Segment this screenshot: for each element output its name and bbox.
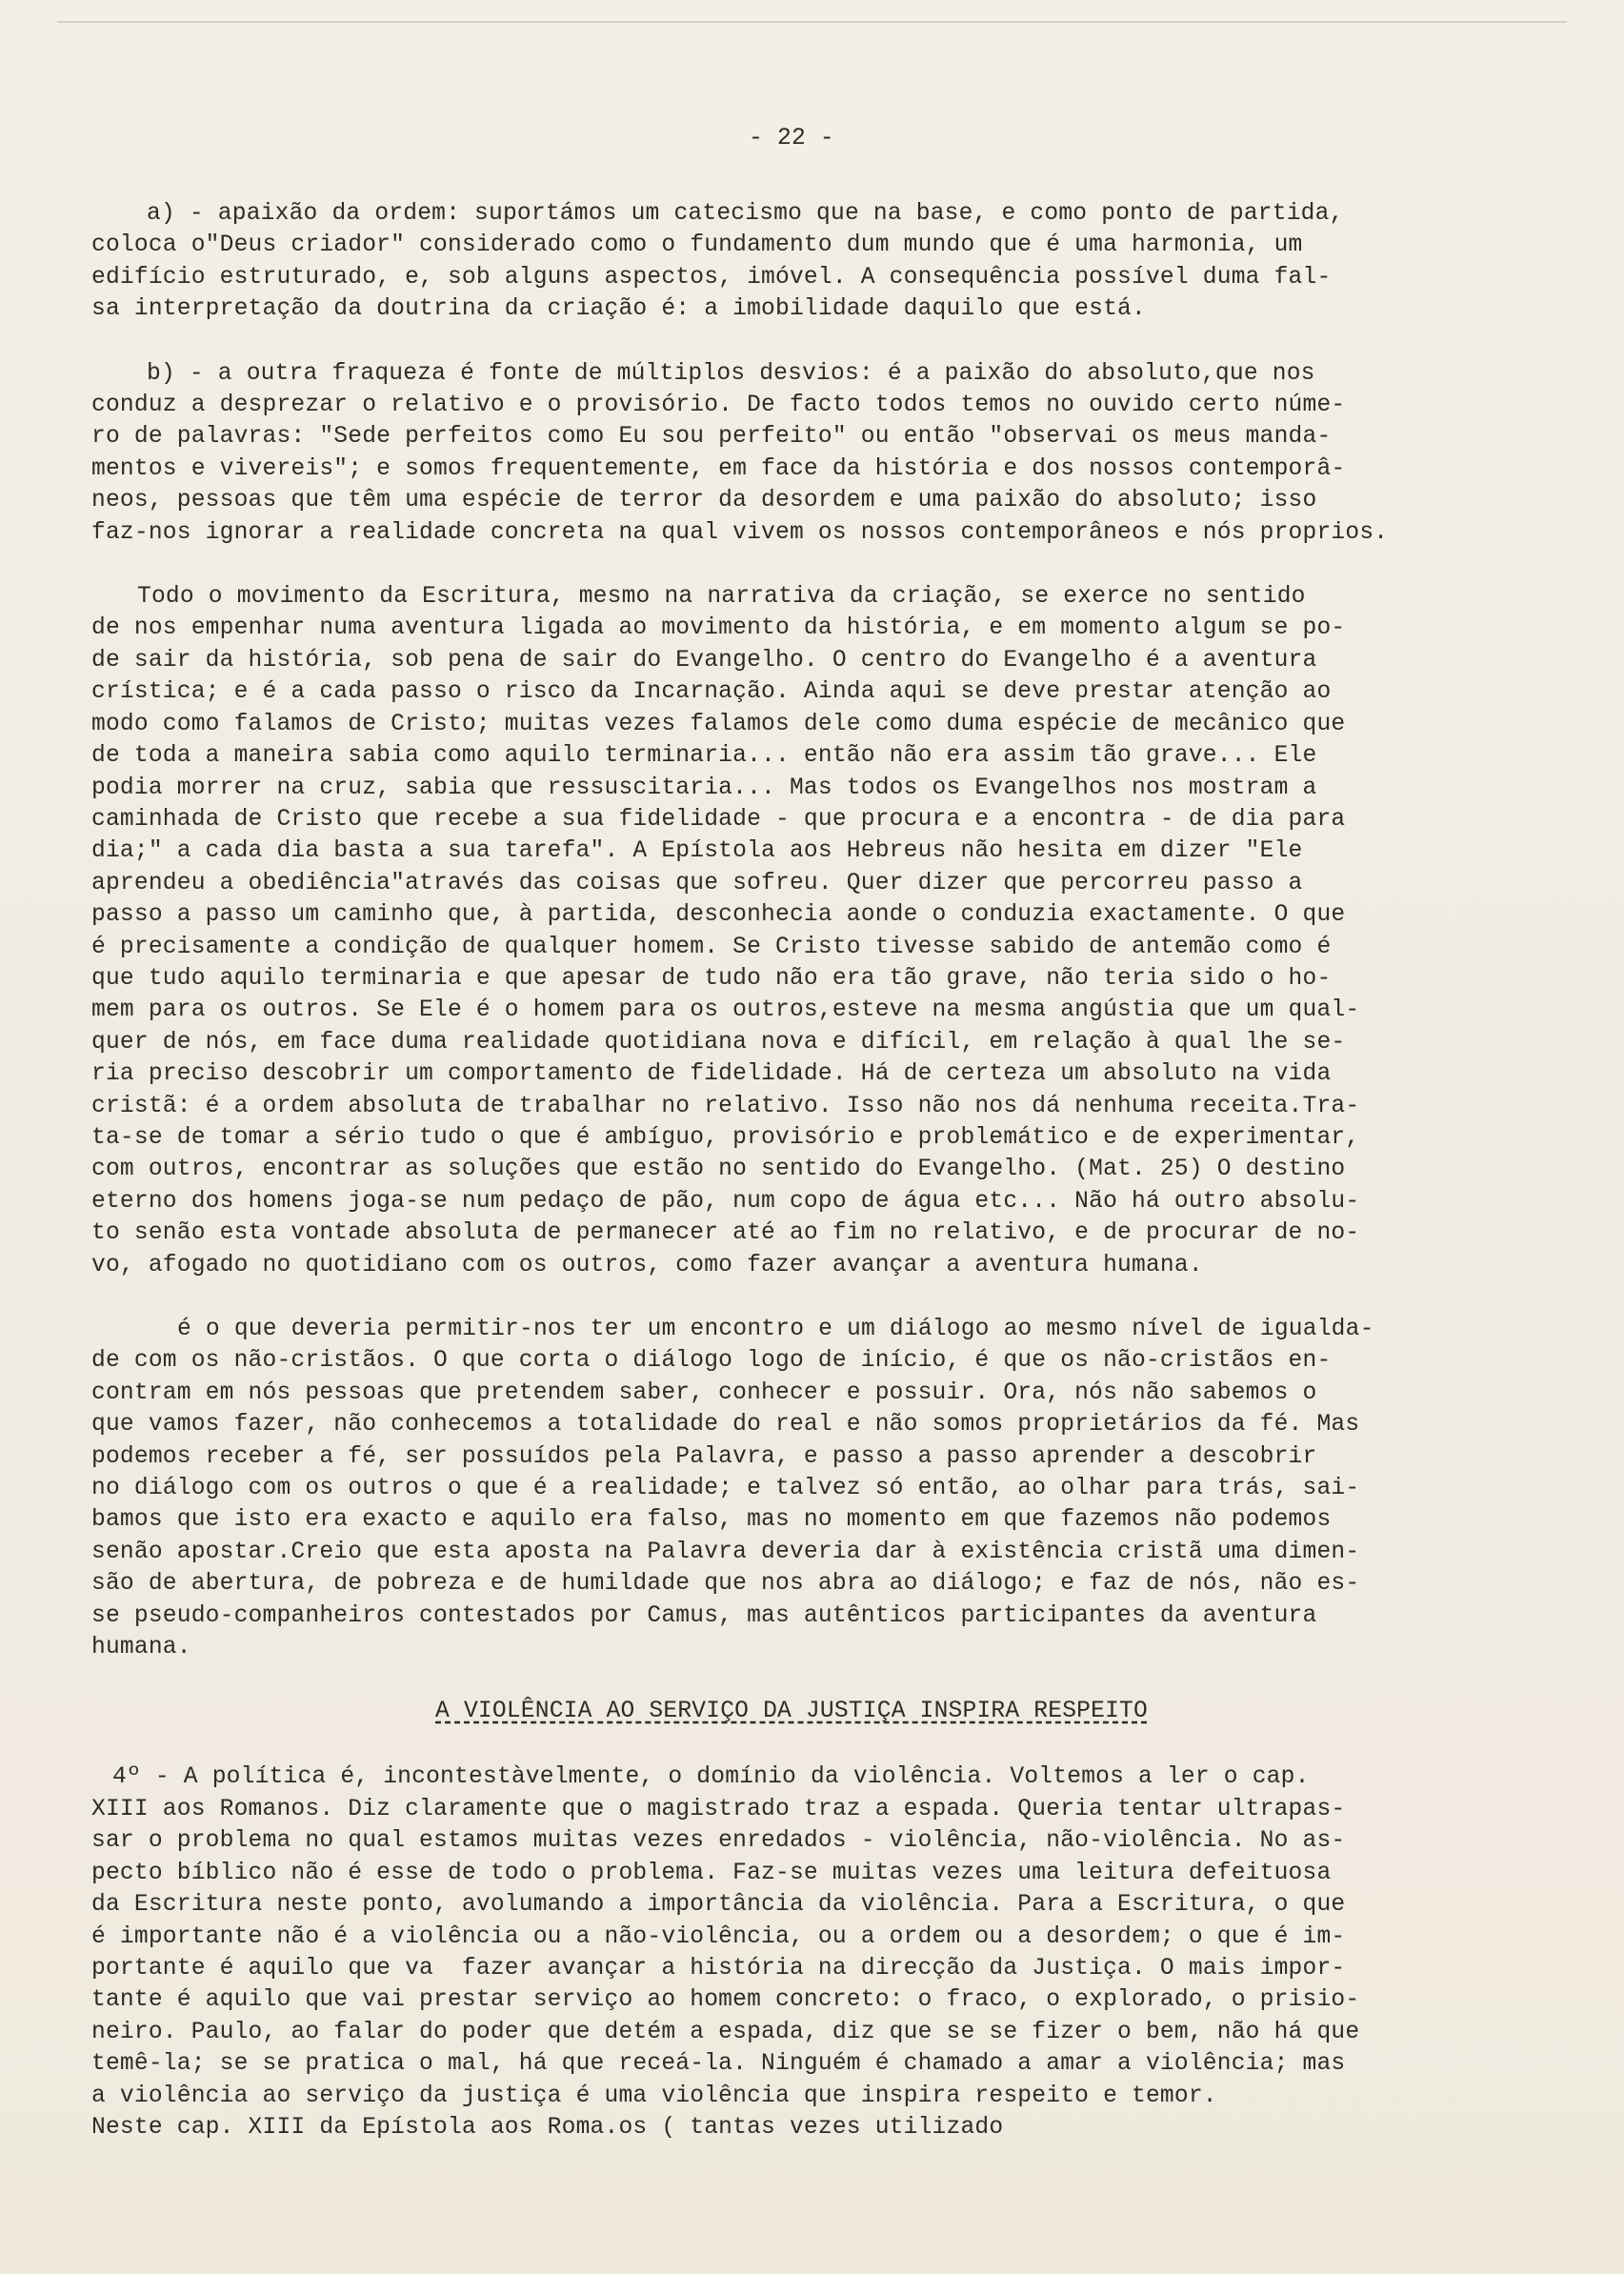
paragraph-escritura-line: Todo o movimento da Escritura, mesmo na narrativa da criação, se exerce no sentido — [137, 584, 1306, 611]
section-heading — [91, 1696, 1492, 1727]
paragraph-escritura-line: crística; e é a cada passo o risco da Incarnação. Ainda aqui se deve prestar atenção ao — [91, 679, 1332, 706]
paragraph-escritura-line: passo a passo um caminho que, à partida, desconhecia aonde o conduzia exactamente. O que — [91, 902, 1346, 929]
paragraph-a-line: sa interpretação da doutrina da criação é: a imobilidade daquilo que está. — [91, 296, 1146, 323]
paragraph-a — [91, 198, 1492, 326]
paragraph-violencia-line: portante é aquilo que va fazer avançar a história na direcção da Justiça. O mais impor- — [91, 1955, 1346, 1982]
paragraph-escritura — [91, 581, 1492, 1281]
paragraph-violencia-line: a violência ao serviço da justiça é uma violência que inspira respeito e temor. — [91, 2083, 1217, 2109]
paragraph-dialogo-line: contram em nós pessoas que pretendem saber, conhecer e possuir. Ora, nós não sabemos o — [91, 1379, 1317, 1406]
paragraph-violencia-line: tante é aquilo que vai prestar serviço ao homem concreto: o fraco, o explorado, o prisio- — [91, 1987, 1360, 2014]
paragraph-violencia-line: 4º - A política é, incontestàvelmente, o domínio da violência. Voltemos a ler o cap. — [112, 1764, 1310, 1791]
page-edge-shadow — [57, 21, 1567, 23]
paragraph-escritura-line: aprendeu a obediência"através das coisas que sofreu. Quer dizer que percorreu passo a — [91, 870, 1303, 896]
typed-text-body — [91, 124, 1492, 2143]
paragraph-escritura-line: podia morrer na cruz, sabia que ressuscitaria... Mas todos os Evangelhos nos mostram a — [91, 775, 1317, 801]
paragraph-escritura-line: eterno dos homens joga-se num pedaço de pão, num copo de água etc... Não há outro absolu- — [91, 1188, 1360, 1215]
paragraph-escritura-line: que tudo aquilo terminaria e que apesar de tudo não era tão grave, não teria sido o ho- — [91, 965, 1332, 992]
paragraph-a-line: edifício estruturado, e, sob alguns aspectos, imóvel. A consequência possível duma fal- — [91, 264, 1332, 291]
page-number: - 22 - — [749, 126, 834, 151]
paragraph-violencia — [91, 1761, 1492, 2143]
paragraph-b-line: faz-nos ignorar a realidade concreta na qual vivem os nossos contemporâneos e nós proprios. — [91, 519, 1389, 546]
paragraph-b-line: ro de palavras: "Sede perfeitos como Eu sou perfeito" ou então "observai os meus manda- — [91, 424, 1332, 451]
paragraph-dialogo-line: que vamos fazer, não conhecemos a totalidade do real e não somos proprietários da fé. Mas — [91, 1412, 1360, 1439]
paragraph-violencia-line: XIII aos Romanos. Diz claramente que o magistrado traz a espada. Queria tentar ultrapas- — [91, 1796, 1346, 1822]
paragraph-b — [91, 358, 1492, 549]
paragraph-b-line: mentos e vivereis"; e somos frequentemente, em face da história e dos nossos contemporâ- — [91, 455, 1346, 482]
paragraph-escritura-line: cristã: é a ordem absoluta de trabalhar no relativo. Isso não nos dá nenhuma receita.Tra- — [91, 1093, 1360, 1119]
paragraph-violencia-line: temê-la; se se pratica o mal, há que receá-la. Ninguém é chamado a amar a violência; mas — [91, 2051, 1346, 2078]
paragraph-violencia-line: sar o problema no qual estamos muitas vezes enredados - violência, não-violência. No as- — [91, 1828, 1346, 1855]
paragraph-escritura-line: de sair da história, sob pena de sair do Evangelho. O centro do Evangelho é a aventura — [91, 647, 1317, 674]
paragraph-dialogo-line: se pseudo-companheiros contestados por Camus, mas autênticos participantes da aventura — [91, 1602, 1317, 1629]
paragraph-escritura-line: com outros, encontrar as soluções que estão no sentido do Evangelho. (Mat. 25) O destino — [91, 1157, 1346, 1183]
paragraph-violencia-line: pecto bíblico não é esse de todo o problema. Faz-se muitas vezes uma leitura defeituosa — [91, 1860, 1332, 1886]
paragraph-violencia-line: da Escritura neste ponto, avolumando a importância da violência. Para a Escritura, o que — [91, 1892, 1346, 1919]
paragraph-escritura-line: vo, afogado no quotidiano com os outros, como fazer avançar a aventura humana. — [91, 1252, 1203, 1278]
paragraph-dialogo-line: é o que deveria permitir-nos ter um encontro e um diálogo ao mesmo nível de igualda- — [177, 1317, 1374, 1342]
paragraph-escritura-line: ria preciso descobrir um comportamento de fidelidade. Há de certeza um absoluto na vida — [91, 1061, 1332, 1088]
paragraph-escritura-line: caminhada de Cristo que recebe a sua fidelidade - que procura e a encontra - de dia para — [91, 806, 1346, 833]
paragraph-dialogo-line: de com os não-cristãos. O que corta o diálogo logo de início, é que os não-cristãos en- — [91, 1348, 1332, 1375]
paragraph-a-line: a) - apaixão da ordem: suportámos um catecismo que na base, e como ponto de partida, — [147, 201, 1344, 227]
paragraph-escritura-line: ta-se de tomar a sério tudo o que é ambíguo, provisório e problemático e de experimentar, — [91, 1124, 1360, 1151]
paragraph-dialogo-line: humana. — [91, 1635, 191, 1661]
paragraph-dialogo-line: no diálogo com os outros o que é a realidade; e talvez só então, ao olhar para trás, sai- — [91, 1476, 1360, 1502]
paragraphs-container — [91, 198, 1492, 1663]
paragraph-dialogo-line: podemos receber a fé, ser possuídos pela Palavra, e passo a passo aprender a descobrir — [91, 1443, 1317, 1470]
paragraph-escritura-line: de nos empenhar numa aventura ligada ao movimento da história, e em momento algum se po- — [91, 615, 1346, 642]
paragraph-dialogo — [91, 1314, 1492, 1663]
paragraph-b-line: conduz a desprezar o relativo e o provisório. De facto todos temos no ouvido certo núme- — [91, 392, 1346, 419]
paragraph-escritura-line: modo como falamos de Cristo; muitas vezes falamos dele como duma espécie de mecânico que — [91, 711, 1346, 737]
paragraph-dialogo-line: senão apostar.Creio que esta aposta na Palavra deveria dar à existência cristã uma dimen- — [91, 1539, 1360, 1565]
paragraph-a-line: coloca o"Deus criador" considerado como o fundamento dum mundo que é uma harmonia, um — [91, 232, 1303, 259]
paragraph-violencia-line: é importante não é a violência ou a não-violência, ou a ordem ou a desordem; o que é im- — [91, 1923, 1346, 1950]
paragraph-b-line: b) - a outra fraqueza é fonte de múltiplos desvios: é a paixão do absoluto,que nos — [147, 360, 1315, 387]
section-heading-text: A VIOLÊNCIA AO SERVIÇO DA JUSTIÇA INSPIRA RESPEITO — [435, 1699, 1148, 1725]
paragraph-escritura-line: é precisamente a condição de qualquer homem. Se Cristo tivesse sabido de antemão como é — [91, 934, 1332, 960]
paragraph-dialogo-line: bamos que isto era exacto e aquilo era falso, mas no momento em que fazemos não podemos — [91, 1507, 1332, 1534]
paragraph-escritura-line: quer de nós, em face duma realidade quotidiana nova e difícil, em relação à qual lhe se- — [91, 1029, 1346, 1056]
paragraph-violencia-line: Neste cap. XIII da Epístola aos Roma.os ( tantas vezes utilizado — [91, 2114, 1004, 2141]
paragraph-escritura-line: mem para os outros. Se Ele é o homem para os outros,esteve na mesma angústia que um qual- — [91, 997, 1360, 1024]
paragraph-dialogo-line: são de abertura, de pobreza e de humildade que nos abra ao diálogo; e faz de nós, não es- — [91, 1571, 1360, 1598]
paragraph-escritura-line: de toda a maneira sabia como aquilo terminaria... então não era assim tão grave... Ele — [91, 743, 1317, 770]
paragraph-escritura-line: to senão esta vontade absoluta de permanecer até ao fim no relativo, e de procurar de no- — [91, 1220, 1360, 1247]
paragraph-violencia-line: neiro. Paulo, ao falar do poder que detém a espada, diz que se se fizer o bem, não há que — [91, 2019, 1360, 2045]
paragraph-b-line: neos, pessoas que têm uma espécie de terror da desordem e uma paixão do absoluto; isso — [91, 488, 1317, 514]
paragraph-escritura-line: dia;" a cada dia basta a sua tarefa". A Epístola aos Hebreus não hesita em dizer "Ele — [91, 838, 1303, 865]
